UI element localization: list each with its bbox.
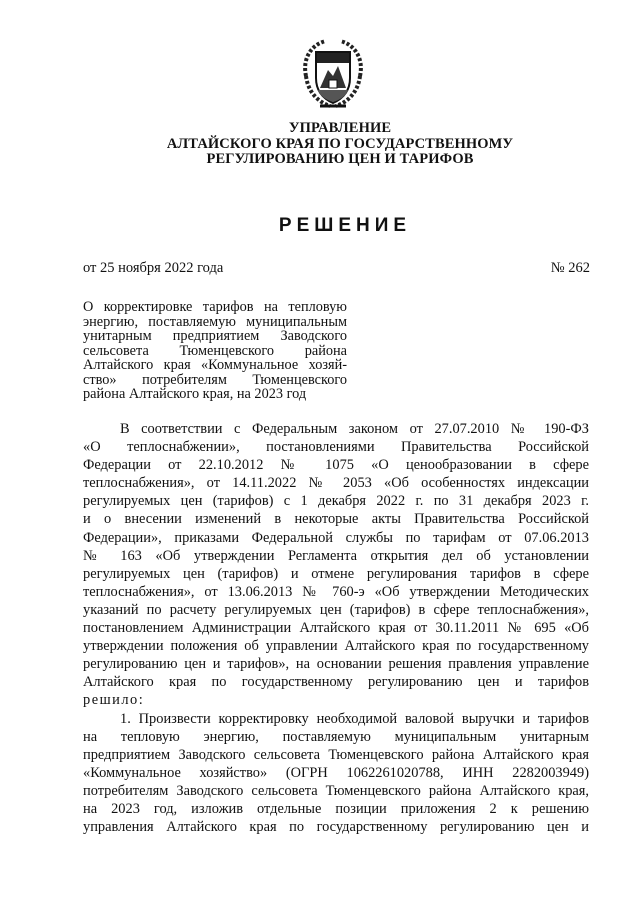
body-line: регулируемых цен (тарифов) с 1 декабря 2022 г. по 31 декабря 2023 г. [83, 493, 589, 510]
document-type-title: РЕШЕНИЕ [278, 215, 412, 236]
body-line: потребителям Заводского сельсовета Тюменцевского района Алтайского края, [83, 782, 589, 799]
subject-line: унитарным предприятием Заводского [83, 328, 347, 344]
document-date: от 25 ноября 2022 года [83, 260, 224, 276]
body-line: теплоснабжения», от 14.11.2022 № 2053 «Об особенностях индексации [83, 475, 589, 492]
body-line: регулируемых цен (тарифов) и отмене регулирования тарифов в сфере [83, 565, 589, 582]
subject-line: сельсовета Тюменцевского района [83, 342, 347, 359]
subject-line: энергию, поставляемую муниципальным [83, 313, 347, 330]
subject-line: О корректировке тарифов на тепловую [83, 299, 347, 315]
coat-of-arms-icon [296, 36, 370, 112]
body-line: утверждении положения об управлении Алтайского края по государственному [83, 638, 589, 655]
issuer-line-2: АЛТАЙСКОГО КРАЯ ПО ГОСУДАРСТВЕННОМУ [166, 135, 514, 152]
subject-line: ство» потребителям Тюменцевского [83, 371, 347, 388]
body-line: предприятием Заводского сельсовета Тюменцевского района Алтайского края [83, 746, 589, 763]
issuer-header [150, 121, 530, 168]
body-line: на 2023 год, изложив отдельные позиции приложения 2 к решению [83, 800, 589, 817]
body-line-resolved: решило: [83, 692, 145, 709]
body-line: теплоснабжения», от 13.06.2013 № 760-э «Об утверждении Методических [83, 583, 589, 600]
issuer-line-3: РЕГУЛИРОВАНИЮ ЦЕН И ТАРИФОВ [206, 151, 474, 167]
body-line: и о внесении изменений в некоторые акты Правительства Российской [83, 511, 589, 528]
document-number: № 262 [550, 260, 590, 276]
body-line: Федерации», приказами Федеральной службы по тарифам от 07.06.2013 [83, 529, 589, 546]
issuer-line-1: УПРАВЛЕНИЕ [288, 120, 392, 136]
body-line: указаний по расчету регулируемых цен (тарифов) в сфере теплоснабжения», [83, 601, 589, 618]
body-line: регулированию цен и тарифов», на основании решения правления управление [83, 656, 589, 673]
subject-line: района Алтайского края, на 2023 год [83, 386, 307, 402]
body-line: «Коммунальное хозяйство» (ОГРН 1062261020788, ИНН 2282003949) [83, 764, 589, 781]
body-line: Алтайского края по государственному регулированию цен и тарифов [83, 674, 589, 691]
body-line: Федерации от 22.10.2012 № 1075 «О ценообразовании в сфере [83, 457, 589, 474]
body-line: В соответствии с Федеральным законом от 27.07.2010 № 190-ФЗ [120, 421, 589, 437]
body-line: 1. Произвести корректировку необходимой валовой выручки и тарифов [120, 710, 589, 727]
document-body [83, 420, 589, 836]
document-subject [83, 300, 347, 402]
body-line: № 163 «Об утверждении Регламента открытия дел об установлении [83, 547, 589, 564]
subject-line: Алтайского края «Коммунальное хозяй- [83, 357, 347, 373]
body-line: управления Алтайского края по государственному регулированию цен и [83, 819, 589, 836]
body-line: на тепловую энергию, поставляемую муниципальным унитарным [83, 728, 589, 745]
body-line: постановлением Администрации Алтайского края от 30.11.2011 № 695 «Об [83, 620, 589, 637]
body-line: «О теплоснабжении», постановлениями Правительства Российской [83, 439, 589, 456]
